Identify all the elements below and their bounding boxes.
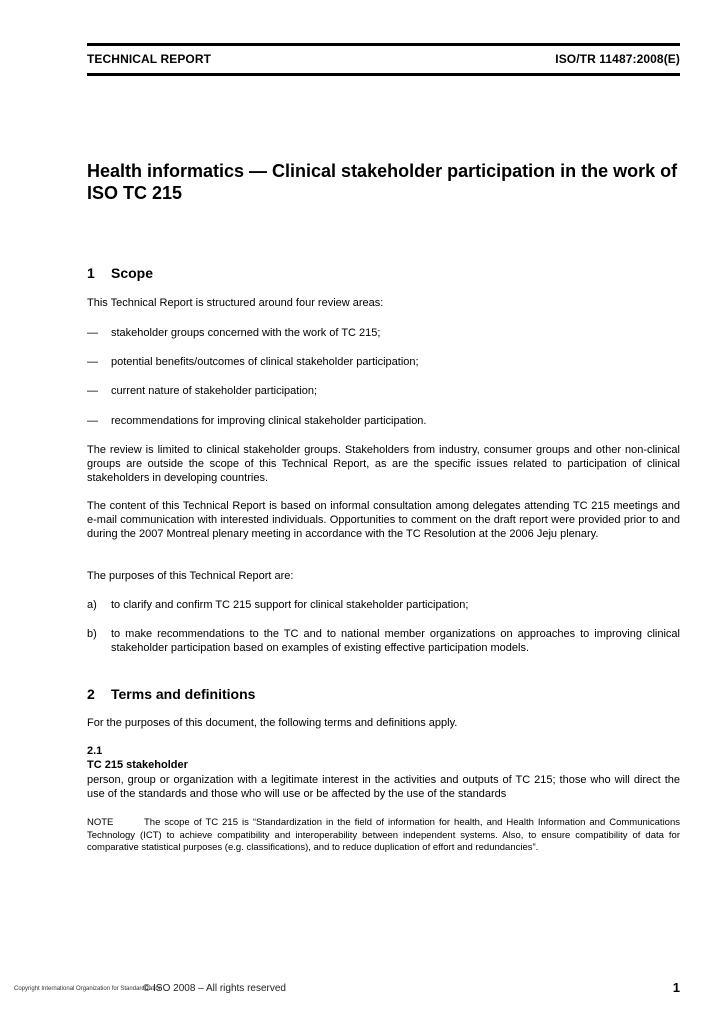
- header-doc-type: TECHNICAL REPORT: [87, 52, 212, 66]
- list-item-text: to clarify and confirm TC 215 support for clinical stakeholder participation;: [111, 599, 469, 611]
- list-item: [87, 627, 680, 655]
- term-name: TC 215 stakeholder: [87, 759, 188, 771]
- term-note: [87, 817, 680, 855]
- list-item: [87, 598, 680, 612]
- section-2-title: Terms and definitions: [111, 686, 256, 702]
- section-2-number: 2: [87, 686, 95, 702]
- dash-mark: —: [87, 327, 98, 339]
- term-definition: person, group or organization with a legitimate interest in the activities and outputs of TC 215; those who will direct the use of the standards and those who will use or be affected by the use of the standards: [87, 774, 680, 801]
- list-item-text: current nature of stakeholder participation;: [111, 385, 318, 397]
- section-1-number: 1: [87, 265, 95, 281]
- list-item-text: to make recommendations to the TC and to national member organizations on approaches to improving clinical stakeholder participation based on examples of existing effective participation models.: [111, 628, 680, 655]
- list-letter: b): [87, 628, 97, 640]
- list-item-text: stakeholder groups concerned with the work of TC 215;: [111, 327, 381, 339]
- dash-mark: —: [87, 356, 98, 368]
- list-letter: a): [87, 599, 97, 611]
- scope-paragraph-1: The review is limited to clinical stakeholder groups. Stakeholders from industry, consumer groups and other non-clinical groups are outside the scope of this Technical Report, as are the specific issues related to participation of clinical stakeholders in developing countries.: [87, 444, 680, 485]
- list-item: [87, 384, 680, 398]
- list-item: [87, 326, 680, 340]
- section-1-heading: [87, 265, 153, 281]
- note-label: NOTE: [87, 817, 114, 828]
- scope-paragraph-2: The content of this Technical Report is based on informal consultation among delegates attending TC 215 meetings and e-mail communication with interested individuals. Opportunities to comment on the draft report were provided prior to and during the 2007 Montreal plenary meeting in accordance with the TC Resolution at the 2006 Jeju plenary.: [87, 500, 680, 541]
- dash-mark: —: [87, 415, 98, 427]
- header-top-rule: [87, 43, 680, 46]
- list-item-text: potential benefits/outcomes of clinical stakeholder participation;: [111, 356, 419, 368]
- copyright-line: Copyright International Organization for Standardization: [14, 986, 163, 992]
- document-title: Health informatics — Clinical stakeholder participation in the work of ISO TC 215: [87, 161, 678, 203]
- header-doc-number: ISO/TR 11487:2008(E): [555, 52, 680, 66]
- header-bottom-rule: [87, 73, 680, 76]
- page-number: 1: [672, 980, 680, 995]
- note-text: The scope of TC 215 is “Standardization in the field of information for health, and Health Information and Communications Technology (ICT) to achieve compatibility and interoperability between independent systems. Also, to ensure compatibility of data for comparative statistical purposes (e.g. classifications), and to reduce duplication of effort and redundancies”.: [87, 817, 680, 854]
- section-1-title: Scope: [111, 265, 154, 281]
- list-item: [87, 355, 680, 369]
- scope-paragraph-3: The purposes of this Technical Report are:: [87, 570, 294, 582]
- term-number: 2.1: [87, 745, 103, 757]
- section-2-heading: [87, 686, 255, 702]
- scope-intro: This Technical Report is structured around four review areas:: [87, 297, 384, 309]
- footer-rights: © ISO 2008 – All rights reserved: [143, 983, 286, 994]
- terms-intro: For the purposes of this document, the following terms and definitions apply.: [87, 717, 458, 729]
- list-item-text: recommendations for improving clinical stakeholder participation.: [111, 415, 427, 427]
- dash-mark: —: [87, 385, 98, 397]
- list-item: [87, 414, 680, 428]
